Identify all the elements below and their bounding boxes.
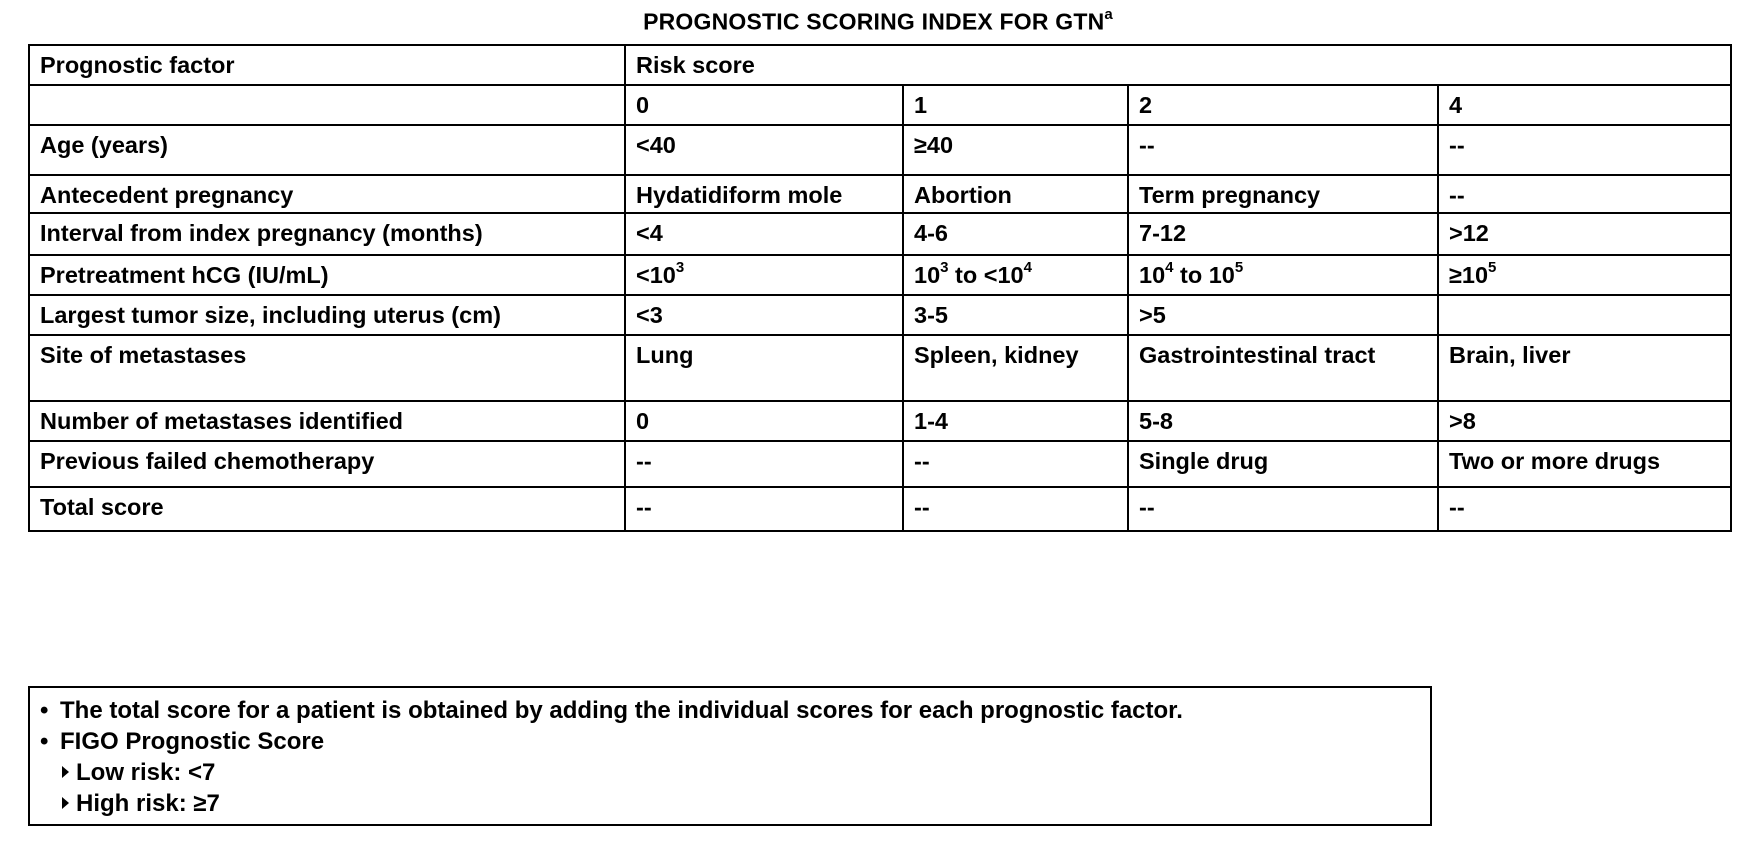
score-cell [625,125,903,175]
table-row [29,255,1731,295]
factor-cell: Age (years) [29,125,625,175]
score-cell [625,213,903,255]
cell-superscript: 3 [675,259,685,277]
score-values-blank [29,85,625,125]
score-cell [1128,401,1438,441]
score-value: 0 [625,85,903,125]
score-cell [1128,441,1438,487]
note-low-risk [40,757,1420,788]
table-row [29,295,1731,335]
header-risk-score: Risk score [625,45,1731,85]
cell-text: -- [1139,494,1155,520]
cell-text: <40 [636,132,676,158]
triangle-right-icon [62,766,69,778]
cell-text: <10 [636,262,676,288]
score-cell [625,175,903,213]
score-cell [1438,295,1731,335]
cell-text: Gastrointestinal tract [1139,342,1376,368]
score-cell [625,295,903,335]
score-cell [1128,487,1438,531]
table-row [29,175,1731,213]
notes-box [28,686,1432,826]
score-cell [625,441,903,487]
cell-text: >8 [1449,408,1476,434]
score-cell [1128,125,1438,175]
cell-text: -- [1449,494,1465,520]
score-cell [903,175,1128,213]
score-cell [1438,213,1731,255]
cell-text: Term pregnancy [1139,182,1321,208]
cell-text: Abortion [914,182,1012,208]
cell-text: ≥10 [1449,262,1489,288]
cell-superscript: 5 [1488,259,1497,277]
score-cell [1128,335,1438,401]
note-text: The total score for a patient is obtained by adding the individual scores for each prognostic factor. [60,697,1183,724]
table-row [29,213,1731,255]
cell-text: Lung [636,342,694,368]
score-cell [903,213,1128,255]
score-cell [903,295,1128,335]
factor-cell: Antecedent pregnancy [29,175,625,213]
cell-text: -- [636,494,652,520]
cell-text: 10 [1139,262,1166,288]
cell-text: 10 [914,262,941,288]
score-value: 4 [1438,85,1731,125]
prognostic-scoring-table [28,44,1732,532]
note-text: Low risk: <7 [76,759,216,786]
score-cell [903,125,1128,175]
cell-text: 3-5 [914,302,948,328]
factor-cell: Largest tumor size, including uterus (cm) [29,295,625,335]
cell-text: <4 [636,220,663,246]
note-text: High risk: ≥7 [76,790,220,817]
cell-text: 4-6 [914,220,948,246]
table-row [29,335,1731,401]
title-text: PROGNOSTIC SCORING INDEX FOR GTN [643,8,1105,35]
cell-text: ≥40 [914,132,954,158]
score-cell [1128,175,1438,213]
score-cell [1438,401,1731,441]
cell-text: 5-8 [1139,408,1173,434]
title-footnote-marker: a [1104,6,1113,23]
factor-cell: Pretreatment hCG (IU/mL) [29,255,625,295]
cell-superscript: 4 [1165,259,1174,277]
note-high-risk [40,788,1420,819]
score-cell [903,335,1128,401]
table-row [29,125,1731,175]
cell-text: -- [914,448,930,474]
score-cell [625,487,903,531]
cell-text: -- [1449,132,1465,158]
cell-text: Brain, liver [1449,342,1571,368]
cell-text: to <10 [948,262,1024,288]
cell-text: >5 [1139,302,1166,328]
table-row [29,401,1731,441]
score-cell [903,401,1128,441]
cell-text: <3 [636,302,663,328]
score-values-row [29,85,1731,125]
cell-text: Single drug [1139,448,1269,474]
cell-text: -- [1449,182,1465,208]
cell-superscript: 5 [1234,259,1244,277]
factor-cell: Site of metastases [29,335,625,401]
cell-text: Hydatidiform mole [636,182,843,208]
factor-cell: Interval from index pregnancy (months) [29,213,625,255]
header-row [29,45,1731,85]
table-row [29,487,1731,531]
score-cell [1438,335,1731,401]
triangle-right-icon [62,797,69,809]
note-figo-score [40,726,1420,757]
factor-cell: Number of metastases identified [29,401,625,441]
score-cell [1438,175,1731,213]
score-cell [625,335,903,401]
cell-text: Two or more drugs [1449,448,1661,474]
score-cell [1128,255,1438,295]
cell-text: to 10 [1173,262,1235,288]
cell-text: Spleen, kidney [914,342,1079,368]
note-total-score [40,695,1420,726]
cell-text: 0 [636,408,650,434]
bullet-glyph: • [40,697,49,724]
score-cell [903,441,1128,487]
score-cell [903,487,1128,531]
factor-cell: Total score [29,487,625,531]
score-cell [1438,125,1731,175]
cell-text: 1-4 [914,408,948,434]
score-cell [625,255,903,295]
cell-text: -- [914,494,930,520]
cell-text: 7-12 [1139,220,1187,246]
score-cell [1128,213,1438,255]
table-row [29,441,1731,487]
bullet-glyph: • [40,728,49,755]
cell-superscript: 4 [1023,259,1032,277]
cell-text: -- [1139,132,1155,158]
score-cell [1438,487,1731,531]
factor-cell: Previous failed chemotherapy [29,441,625,487]
score-cell [625,401,903,441]
score-cell [1438,441,1731,487]
score-value: 1 [903,85,1128,125]
score-cell [1128,295,1438,335]
cell-text: >12 [1449,220,1489,246]
score-cell [903,255,1128,295]
page-title [0,8,1756,36]
cell-superscript: 3 [940,259,949,277]
note-text: FIGO Prognostic Score [60,728,325,755]
cell-text: -- [636,448,652,474]
score-cell [1438,255,1731,295]
score-value: 2 [1128,85,1438,125]
header-prognostic-factor: Prognostic factor [29,45,625,85]
